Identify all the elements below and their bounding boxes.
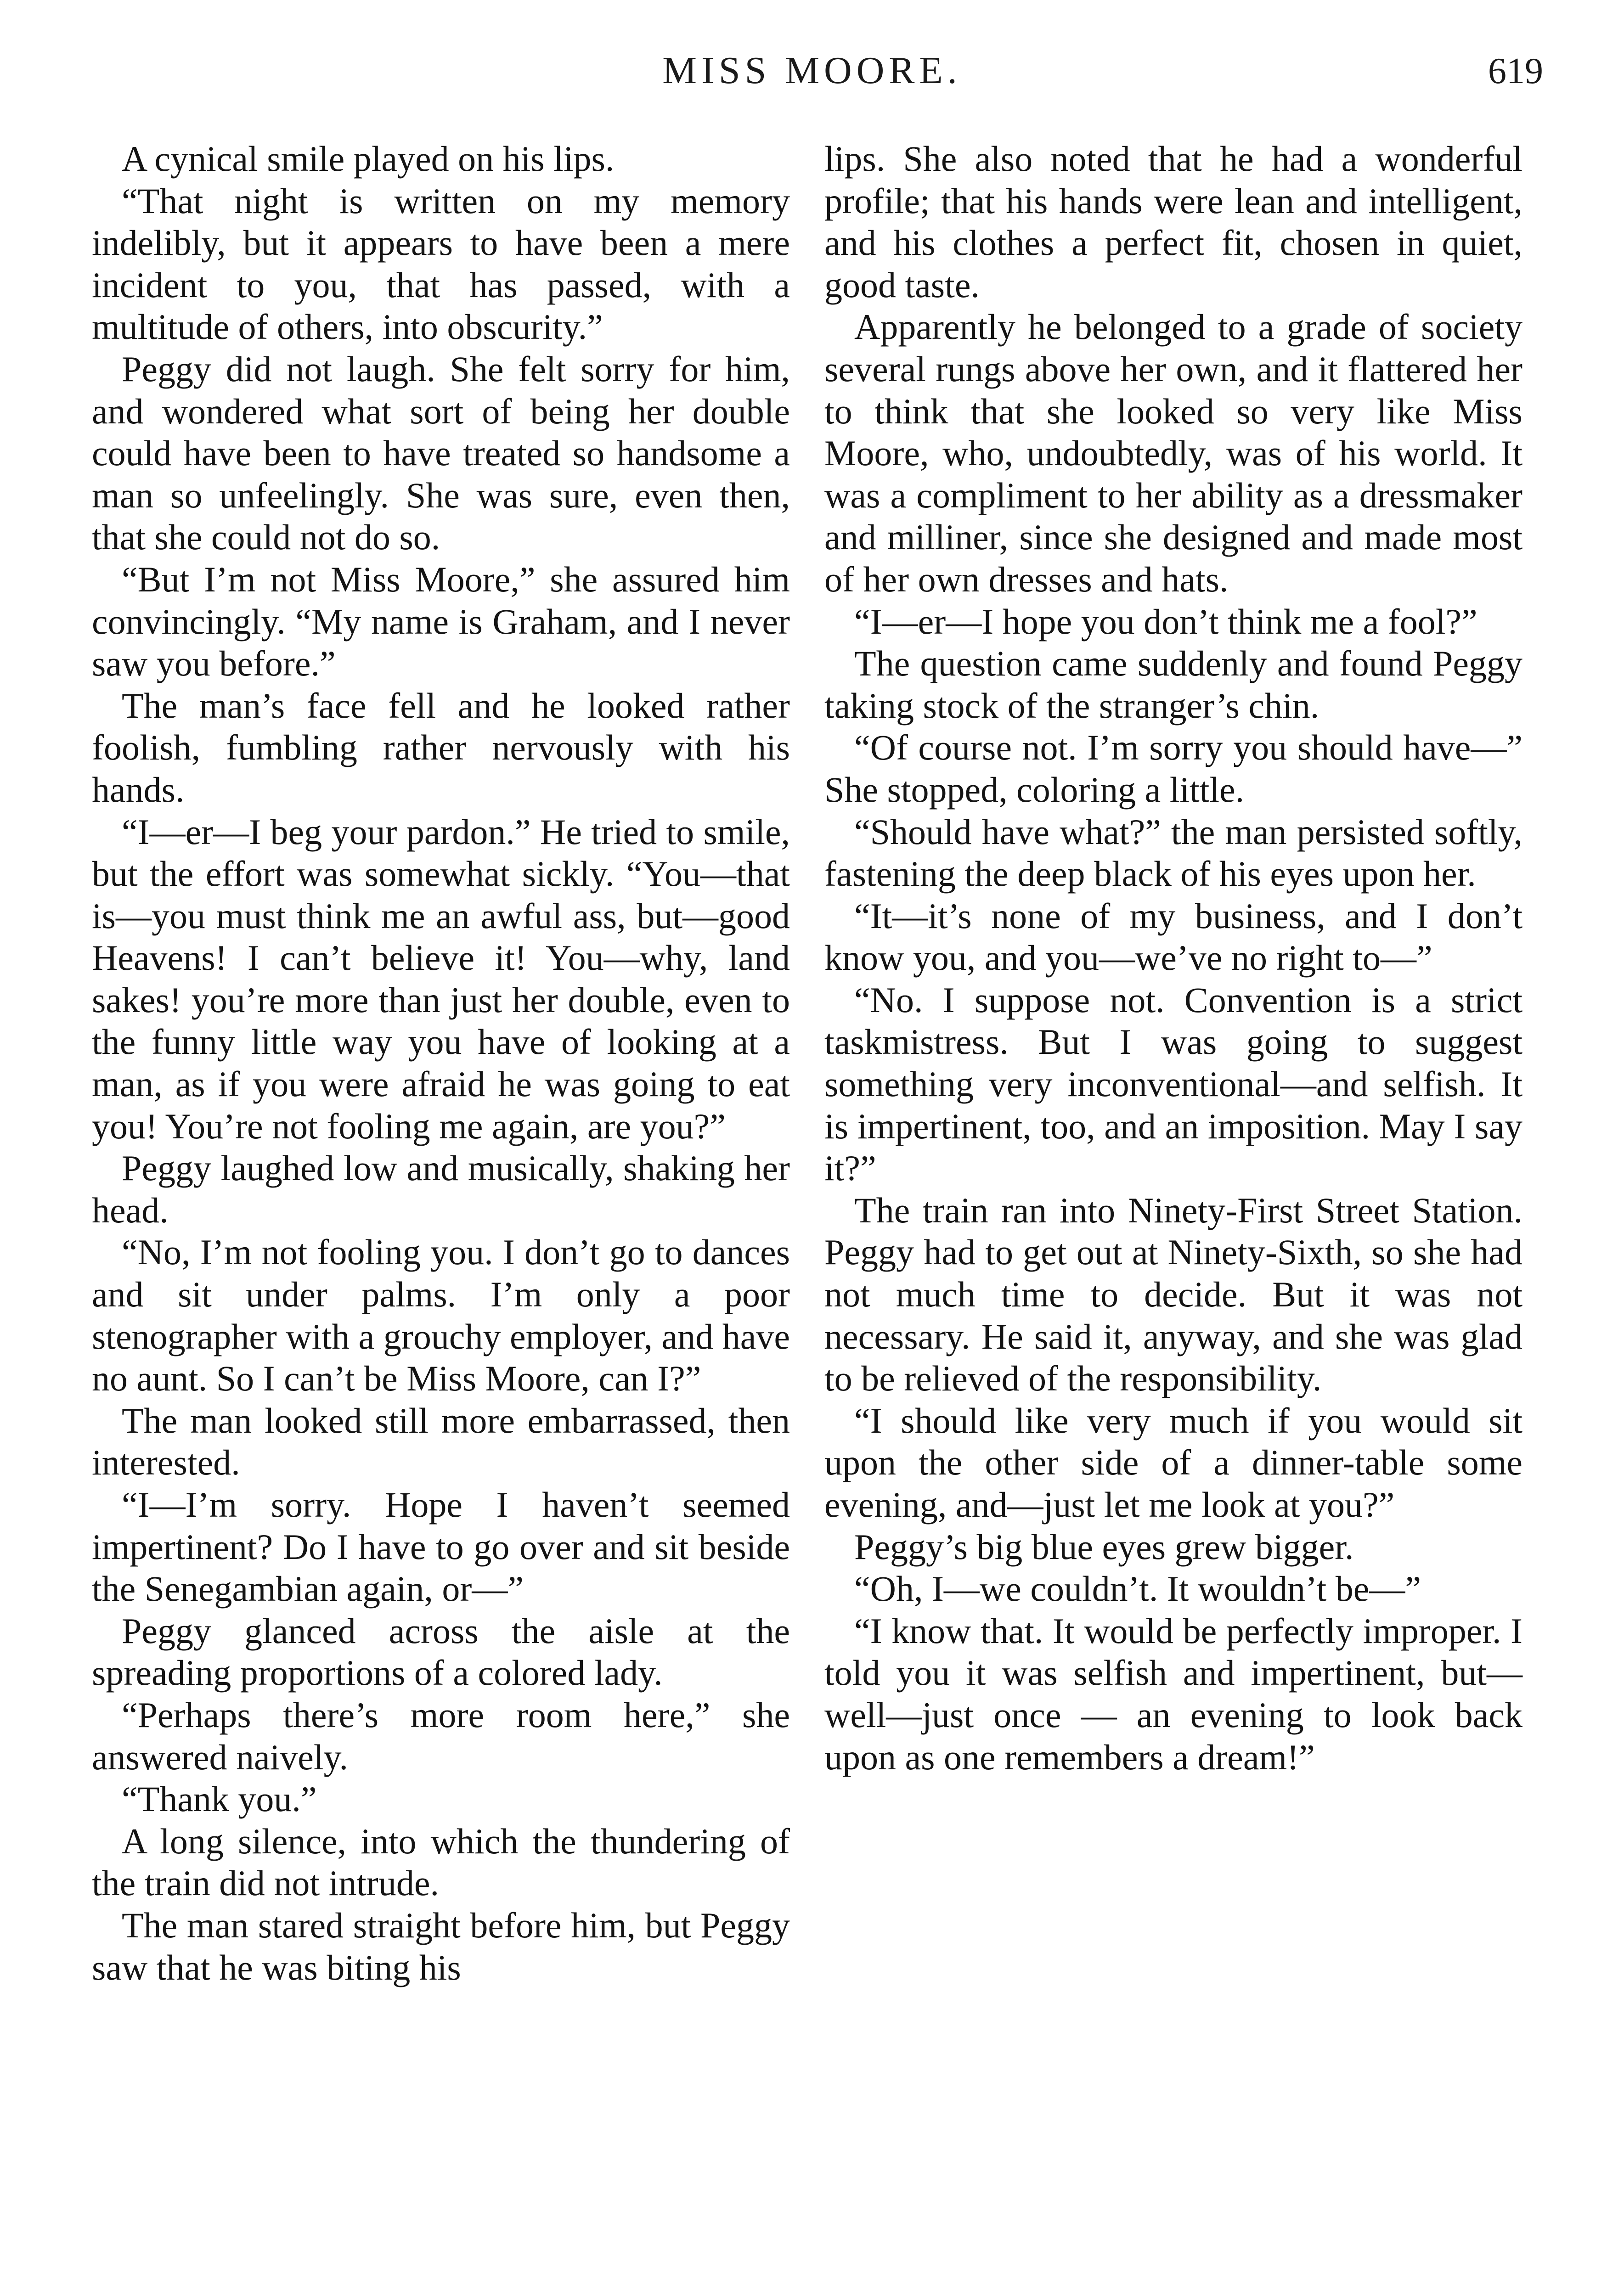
paragraph: “Should have what?” the man persisted softly, fastening the deep black of his eyes upon her. xyxy=(824,811,1522,894)
paragraph: “I—I’m sorry. Hope I haven’t seemed impertinent? Do I have to go over and sit beside the Senegambian again, or—” xyxy=(92,1485,790,1609)
paragraph: The man’s face fell and he looked rather foolish, fumbling rather nervously with his hands. xyxy=(92,685,790,810)
paragraph: “Perhaps there’s more room here,” she answered naively. xyxy=(92,1694,790,1777)
paragraph: A cynical smile played on his lips. xyxy=(122,139,615,179)
paragraph: “I—er—I hope you don’t think me a fool?” xyxy=(854,601,1477,642)
page-number: 619 xyxy=(1488,51,1543,91)
right-column xyxy=(824,138,1522,1778)
running-title: MISS MOORE. xyxy=(662,49,962,92)
paragraph: “Oh, I—we couldn’t. It wouldn’t be—” xyxy=(854,1569,1421,1609)
paragraph: A long silence, into which the thundering of the train did not intrude. xyxy=(92,1821,790,1903)
left-column xyxy=(92,138,790,1988)
paragraph: The train ran into Ninety-First Street Station. Peggy had to get out at Ninety-Sixth, so she had not much time to decide. But it was not necessary. He said it, anyway, and she was glad to be relieved of the responsibility. xyxy=(824,1190,1522,1399)
paragraph: Peggy laughed low and musically, shaking her head. xyxy=(92,1148,790,1230)
paragraph: Apparently he belonged to a grade of society several rungs above her own, and it flattered her to think that she looked so very like Miss Moore, who, undoubtedly, was of his world. It was a compliment to her ability as a dressmaker and milliner, since she designed and made most of her own dresses and hats. xyxy=(824,307,1522,599)
paragraph: “No. I suppose not. Convention is a strict taskmistress. But I was going to suggest something very inconventional—and selfish. It is impertinent, too, and an imposition. May I say it?” xyxy=(824,979,1522,1188)
paragraph: The question came suddenly and found Peggy taking stock of the stranger’s chin. xyxy=(824,643,1522,726)
paragraph: “That night is written on my memory indelibly, but it appears to have been a mere incident to you, that has passed, with a multitude of others, into obscurity.” xyxy=(92,180,790,347)
paragraph: The man stared straight before him, but Peggy saw that he was biting his xyxy=(92,1905,790,1987)
paragraph: Peggy glanced across the aisle at the spreading proportions of a colored lady. xyxy=(92,1610,790,1693)
paragraph-continued: lips. She also noted that he had a wonderful profile; that his hands were lean and intelligent, and his clothes a perfect fit, chosen in quiet, good taste. xyxy=(824,139,1522,305)
paragraph: “No, I’m not fooling you. I don’t go to dances and sit under palms. I’m only a poor stenographer with a grouchy employer, and have no aunt. So I can’t be Miss Moore, can I?” xyxy=(92,1232,790,1399)
paragraph: The man looked still more embarrassed, then interested. xyxy=(92,1400,790,1483)
paragraph: Peggy did not laugh. She felt sorry for him, and wondered what sort of being her double could have been to have treated so handsome a man so unfeelingly. She was sure, even then, that she could not do so. xyxy=(92,349,790,557)
paragraph: “But I’m not Miss Moore,” she assured him convincingly. “My name is Graham, and I never saw you before.” xyxy=(92,559,790,684)
paragraph: “I should like very much if you would sit upon the other side of a dinner-table some evening, and—just let me look at you?” xyxy=(824,1400,1522,1525)
paragraph: “Thank you.” xyxy=(122,1779,317,1819)
paragraph: “I—er—I beg your pardon.” He tried to smile, but the effort was somewhat sickly. “You—that is—you must think me an awful ass, but—good Heavens! I can’t believe it! You—why, land sakes! you’re more than just her double, even to the funny little way you have of looking at a man, as if you were afraid he was going to eat you! You’re not fooling me again, are you?” xyxy=(92,811,790,1146)
paragraph: “I know that. It would be perfectly improper. I told you it was selfish and impertinent, but—well—just once — an evening to look back upon as one remembers a dream!” xyxy=(824,1610,1522,1777)
paragraph: “Of course not. I’m sorry you should have—” She stopped, coloring a little. xyxy=(824,727,1522,810)
paragraph: “It—it’s none of my business, and I don’t know you, and you—we’ve no right to—” xyxy=(824,895,1522,978)
paragraph: Peggy’s big blue eyes grew bigger. xyxy=(854,1526,1354,1567)
